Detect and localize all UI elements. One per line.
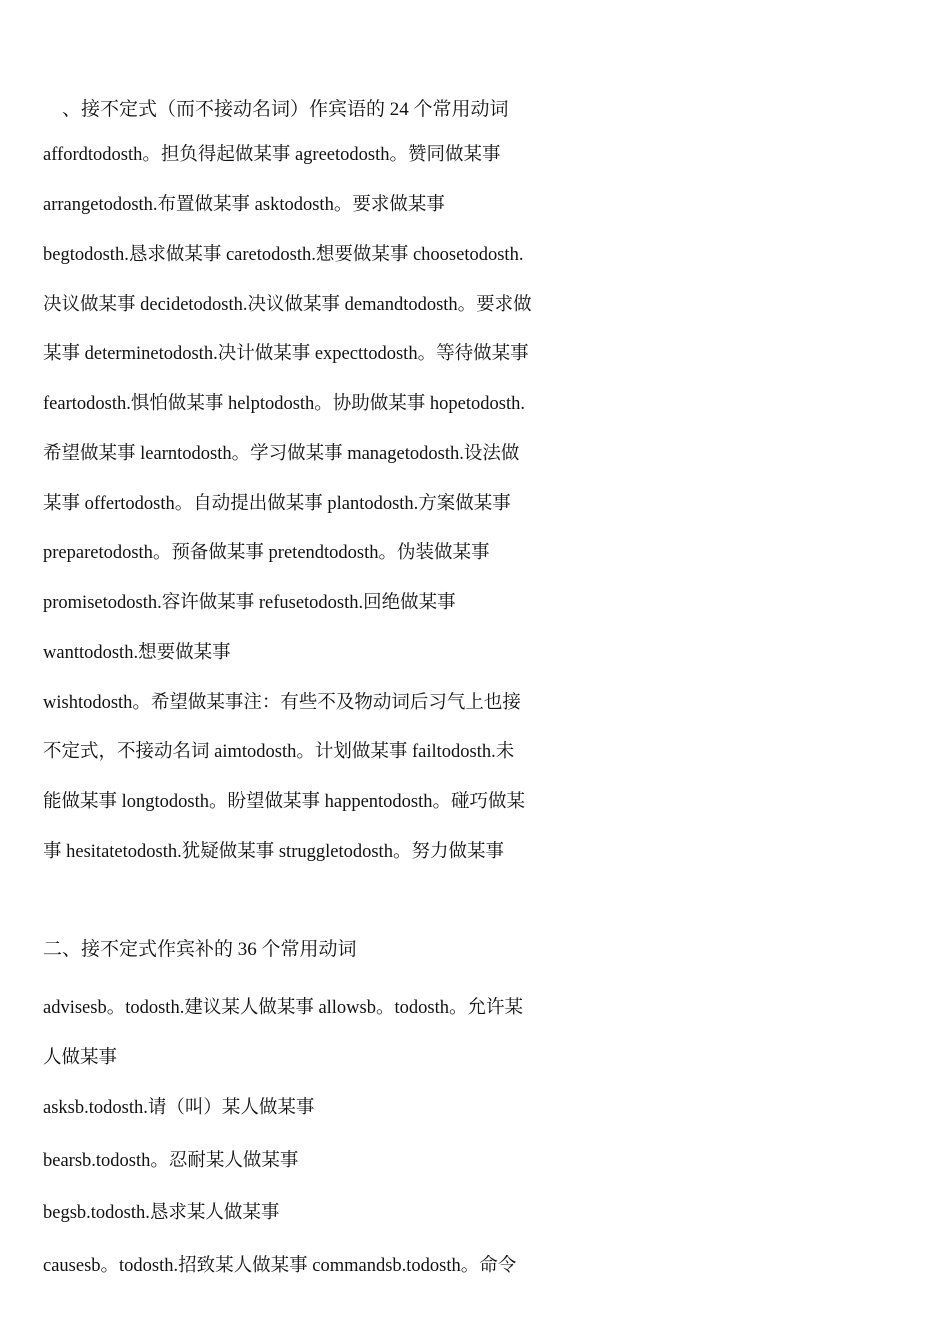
section-1-line-11: wanttodosth.想要做某事 <box>43 643 231 663</box>
section-1-line-5: 某事 determinetodosth.决计做某事 expecttodosth。等待做某事 <box>43 344 529 364</box>
section-1-heading: 、接不定式（而不接动名词）作宾语的 24 个常用动词 <box>62 99 509 120</box>
section-1-line-3: begtodosth.恳求做某事 caretodosth.想要做某事 choosetodosth. <box>43 245 524 265</box>
section-1-line-4: 决议做某事 decidetodosth.决议做某事 demandtodosth。要求做 <box>43 295 532 315</box>
section-1-line-14: 能做某事 longtodosth。盼望做某事 happentodosth。碰巧做某 <box>43 792 526 812</box>
section-1-line-9: preparetodosth。预备做某事 pretendtodosth。伪装做某事 <box>43 543 490 563</box>
section-1-line-1: affordtodosth。担负得起做某事 agreetodosth。赞同做某事 <box>43 145 501 165</box>
section-1-line-15: 事 hesitatetodosth.犹疑做某事 struggletodosth。努力做某事 <box>43 842 504 862</box>
section-1-line-7: 希望做某事 learntodosth。学习做某事 managetodosth.设法做 <box>43 444 520 464</box>
section-2-heading: 二、接不定式作宾补的 36 个常用动词 <box>43 939 357 960</box>
section-1-line-13: 不定式，不接动名词 aimtodosth。计划做某事 failtodosth.未 <box>43 742 515 762</box>
section-2-line-3: asksb.todosth.请（叫）某人做某事 <box>43 1098 315 1118</box>
section-2-line-4: bearsb.todosth。忍耐某人做某事 <box>43 1151 299 1171</box>
section-1-line-2: arrangetodosth.布置做某事 asktodosth。要求做某事 <box>43 195 445 215</box>
section-1-line-12: wishtodosth。希望做某事注：有些不及物动词后习气上也接 <box>43 693 521 713</box>
section-2-line-6: causesb。todosth.招致某人做某事 commandsb.todosth。命令 <box>43 1256 517 1276</box>
section-1-line-8: 某事 offertodosth。自动提出做某事 plantodosth.方案做某事 <box>43 494 511 514</box>
section-1-line-6: feartodosth.惧怕做某事 helptodosth。协助做某事 hopetodosth. <box>43 394 525 414</box>
section-2-line-5: begsb.todosth.恳求某人做某事 <box>43 1203 280 1223</box>
section-1-line-10: promisetodosth.容许做某事 refusetodosth.回绝做某事 <box>43 593 456 613</box>
section-2-line-1: advisesb。todosth.建议某人做某事 allowsb。todosth。允许某 <box>43 998 523 1018</box>
section-2-line-2: 人做某事 <box>43 1048 118 1068</box>
